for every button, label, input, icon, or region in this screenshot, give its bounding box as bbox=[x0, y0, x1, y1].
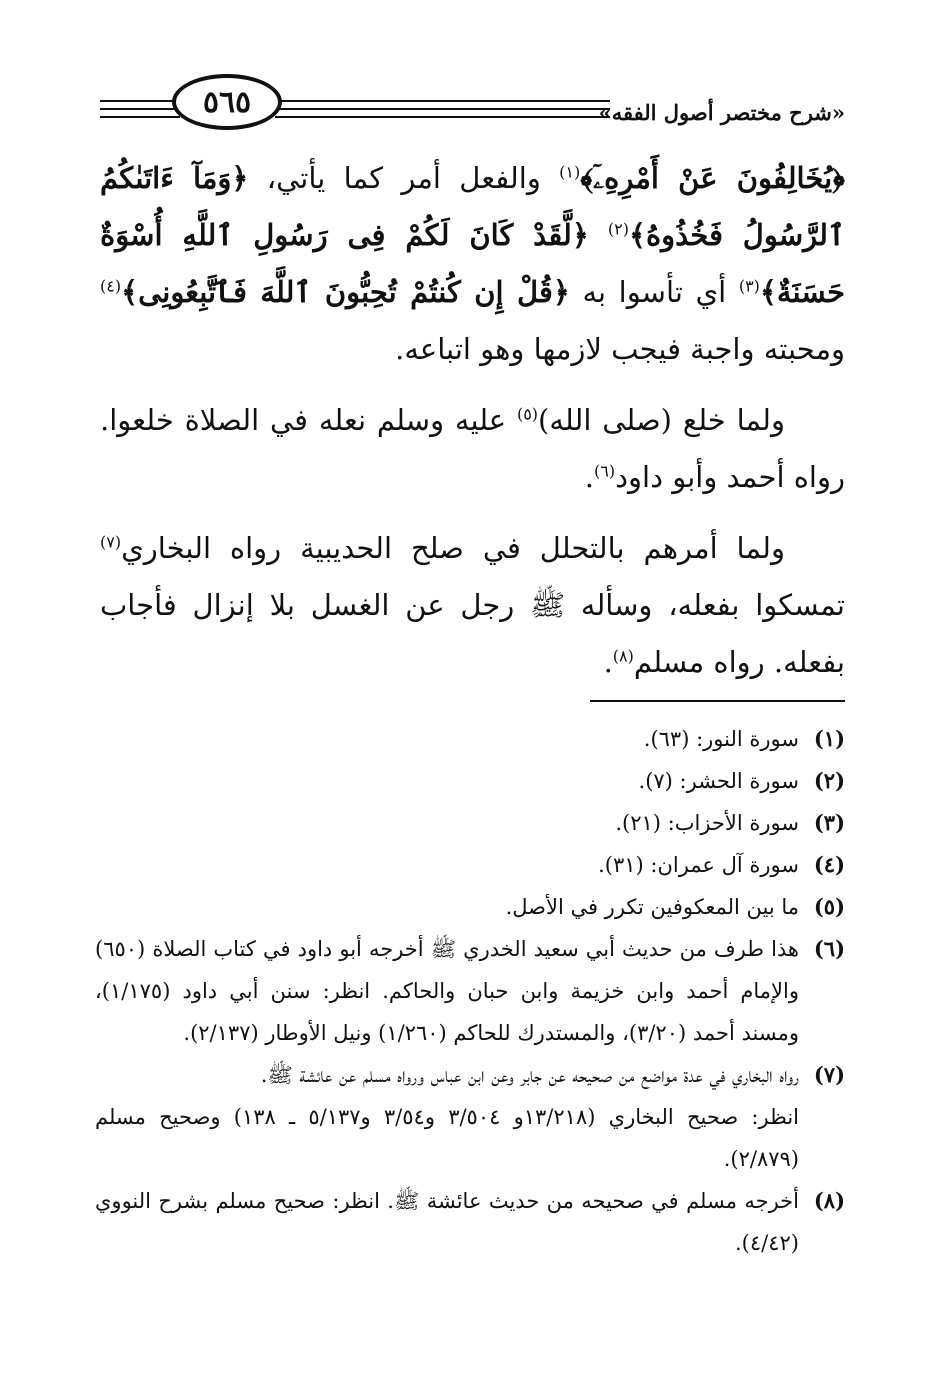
book-title: «شرح مختصر أصول الفقه» bbox=[598, 100, 845, 125]
footnote-item bbox=[95, 760, 845, 802]
footnote-ref: (٤) bbox=[100, 276, 122, 296]
paragraph-text: ولما خلع (صلى الله) bbox=[538, 403, 786, 437]
footnote-text: ما بين المعكوفين تكرر في الأصل. bbox=[505, 895, 799, 919]
paragraph-1 bbox=[100, 150, 845, 378]
footnote-number: (٤) bbox=[813, 852, 845, 877]
header-rule-left-top bbox=[100, 100, 180, 102]
footnote-ref: (٣) bbox=[738, 276, 760, 296]
quran-quote: ﴿لَّقَدْ كَانَ لَكُمْ فِى رَسُولِ ٱللَّهِ أُسْوَةٌ حَسَنَةٌ﴾ bbox=[100, 218, 845, 309]
paragraph-text: والفعل أمر كما يأتي، bbox=[248, 161, 560, 195]
page-header bbox=[100, 70, 845, 140]
paragraph-text: ومحبته واجبة فيجب لازمها وهو اتباعه. bbox=[395, 332, 845, 366]
footnote-text: رواه البخاري في عدة مواضع من صحيحه عن جابر وعن ابن عباس ورواه مسلم عن عائشة ﷺ. bbox=[260, 1063, 799, 1087]
footnote-text: أخرجه مسلم في صحيحه من حديث عائشة ﷺ. انظر: صحيح مسلم بشرح النووي (٤/٤٢). bbox=[95, 1189, 799, 1255]
page-number: ٥٦٥ bbox=[172, 74, 282, 130]
footnote-text: سورة الحشر: (٧). bbox=[638, 769, 799, 793]
header-rule-right-bottom bbox=[275, 116, 610, 118]
footnote-item bbox=[95, 802, 845, 844]
quran-quote: ﴿وَمَآ ءَاتَىٰكُمُ ٱلرَّسُولُ فَخُذُوهُ﴾ bbox=[100, 161, 845, 252]
footnote-number: (٥) bbox=[813, 894, 845, 919]
paragraph-text bbox=[589, 218, 608, 252]
footnote-ref: (٦) bbox=[594, 461, 616, 481]
footnote-text: سورة الأحزاب: (٢١). bbox=[615, 811, 799, 835]
footnote-ref: (٥) bbox=[516, 404, 539, 424]
header-rule-left-bottom bbox=[100, 116, 180, 118]
footnotes bbox=[95, 718, 845, 1264]
footnote-ref: (١) bbox=[559, 162, 581, 182]
paragraph-2 bbox=[100, 392, 845, 506]
paragraph-text: عليه وسلم نعله في الصلاة خلعوا. رواه أحمد وأبو داود bbox=[100, 403, 845, 494]
paragraph-3 bbox=[100, 520, 845, 691]
header-rule-right-top bbox=[275, 100, 610, 102]
footnote-ref: (٨) bbox=[612, 646, 634, 666]
footnote-number: (٨) bbox=[813, 1188, 845, 1213]
paragraph-text: . bbox=[603, 645, 613, 679]
paragraph-text: . bbox=[584, 460, 595, 494]
footnote-text-continued: انظر: صحيح البخاري (١٣/٢١٨و ٣/٥٠٤ و٣/٥٤ و٥/١٣٧ ـ ١٣٨) وصحيح مسلم (٢/٨٧٩). bbox=[95, 1105, 799, 1171]
footnote-item bbox=[95, 928, 845, 1054]
footnote-number: (٣) bbox=[813, 810, 845, 835]
footnote-item bbox=[95, 718, 845, 760]
quran-quote: ﴿قُلْ إِن كُنتُمْ تُحِبُّونَ ٱللَّهَ فَٱتَّبِعُونِى﴾ bbox=[121, 275, 570, 309]
footnote-text: سورة النور: (٦٣). bbox=[643, 727, 799, 751]
footnote-item bbox=[95, 844, 845, 886]
header-rule-left-mid bbox=[100, 108, 180, 110]
footnote-item bbox=[95, 1180, 845, 1264]
footnote-number: (٢) bbox=[813, 768, 845, 793]
header-rule-right-mid bbox=[275, 108, 610, 110]
paragraph-text: ولما أمرهم بالتحلل في صلح الحديبية رواه البخاري bbox=[121, 531, 785, 565]
footnote-text: سورة آل عمران: (٣١). bbox=[598, 853, 799, 877]
footnote-item bbox=[95, 1054, 845, 1180]
footnote-ref: (٧) bbox=[100, 532, 122, 552]
footnote-number: (٧) bbox=[813, 1062, 845, 1087]
footnote-text: هذا طرف من حديث أبي سعيد الخدري ﷺ أخرجه أبو داود في كتاب الصلاة (٦٥٠) والإمام أحمد وابن خزيمة وابن حبان والحاكم. انظر: سنن أبي داود (١/١٧٥)، ومسند أحمد (٣/٢٠)، والمستدرك للحاكم (١/٢٦٠) ونيل الأوطار (٢/١٣٧). bbox=[95, 937, 799, 1045]
quran-quote: ﴿يُخَالِفُونَ عَنْ أَمْرِهِۦٓ﴾ bbox=[580, 161, 845, 195]
footnote-number: (٦) bbox=[813, 936, 845, 961]
footnote-ref: (٢) bbox=[607, 219, 629, 239]
main-text bbox=[100, 150, 845, 705]
footnote-separator bbox=[590, 700, 845, 702]
footnote-item bbox=[95, 886, 845, 928]
paragraph-text: أي تأسوا به bbox=[569, 275, 739, 309]
paragraph-text: تمسكوا بفعله، وسأله ﷺ رجل عن الغسل بلا إنزال فأجاب بفعله. رواه مسلم bbox=[100, 588, 845, 679]
footnote-number: (١) bbox=[813, 726, 845, 751]
